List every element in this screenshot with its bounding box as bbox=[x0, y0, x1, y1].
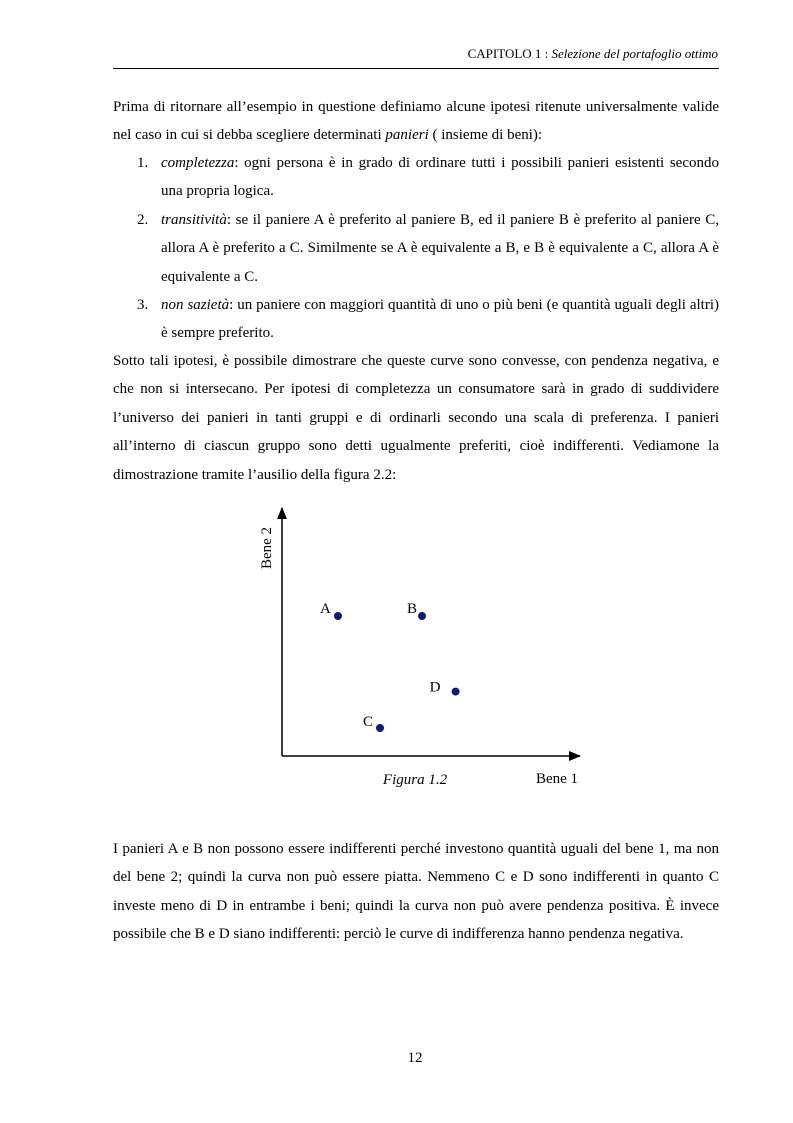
paragraph-intro-tail: ( insieme di beni): bbox=[428, 127, 543, 144]
paragraph-intro-text: Prima di ritornare all’esempio in questione definiamo alcune ipotesi ritenute universalmente valide nel caso in cui si debba scegliere determinati bbox=[113, 99, 719, 144]
point-c bbox=[376, 724, 384, 732]
page-number: 12 bbox=[407, 1050, 423, 1066]
hypotheses-list bbox=[113, 149, 719, 348]
point-label-a: A bbox=[320, 601, 331, 617]
list-item-number: 2. bbox=[137, 211, 149, 228]
list-item bbox=[113, 149, 719, 206]
paragraph-intro bbox=[113, 93, 719, 150]
running-header bbox=[113, 46, 718, 62]
list-item-term: completezza bbox=[161, 155, 235, 171]
header-section: Selezione del portafoglio ottimo bbox=[551, 46, 718, 61]
point-label-d: D bbox=[429, 679, 441, 696]
point-label-c: C bbox=[363, 714, 374, 730]
indifference-figure bbox=[240, 498, 600, 798]
list-item-text: : un paniere con maggiori quantità di uno o più beni (e quantità uguali degli altri) è sempre preferito. bbox=[161, 297, 720, 342]
list-item-text: : ogni persona è in grado di ordinare tutti i possibili panieri esistenti secondo una propria logica. bbox=[161, 155, 719, 200]
y-axis-label: Bene 2 bbox=[259, 526, 275, 570]
x-axis-label: Bene 1 bbox=[535, 771, 579, 787]
paragraph-figure-explanation: I panieri A e B non possono essere indifferenti perché investono quantità uguali del bene 1, ma non del bene 2; quindi la curva non può essere piatta. Nemmeno C e D sono indifferenti in quanto C investe meno di D in entrambe i beni; quindi la curva non può avere pendenza positiva. È invece possibile che B e D siano indifferenti: perciò le curve di indifferenza hanno pendenza negativa. bbox=[113, 841, 719, 943]
points-layer bbox=[320, 601, 460, 732]
list-item bbox=[113, 206, 719, 291]
list-item-term: transitività bbox=[161, 211, 227, 228]
paragraph-hypotheses-consequence: Sotto tali ipotesi, è possibile dimostrare che queste curve sono convesse, con pendenza negativa, e che non si intersecano. Per ipotesi di completezza un consumatore sarà in grado di suddividere l’universo dei panieri in tanti gruppi e di ordinarli secondo una scala di preferenza. I panieri all’interno di ciascun gruppo sono detti ugualmente preferiti, cioè indifferenti. Vediamone la dimostrazione tramite l’ausilio della figura 2.2: bbox=[113, 353, 719, 483]
list-item-text: : se il paniere A è preferito al paniere B, ed il paniere B è preferito al paniere C, allora A è preferito a C. Similmente se A è equivalente a B, e B è equivalente a C, allora A è equivalente a C. bbox=[161, 211, 719, 285]
list-item-term: non sazietà bbox=[161, 297, 230, 314]
point-a bbox=[334, 612, 342, 620]
paragraph-intro-emphasis: panieri bbox=[385, 127, 429, 144]
point-label-b: B bbox=[407, 601, 418, 617]
list-item-number: 3. bbox=[137, 297, 149, 314]
header-chapter: CAPITOLO 1 : bbox=[467, 46, 552, 61]
header-rule bbox=[113, 68, 719, 69]
point-d bbox=[452, 688, 460, 696]
list-item bbox=[113, 291, 719, 348]
figure-caption: Figura 1.2 bbox=[382, 772, 448, 788]
point-b bbox=[418, 612, 426, 620]
list-item-number: 1. bbox=[137, 155, 149, 171]
